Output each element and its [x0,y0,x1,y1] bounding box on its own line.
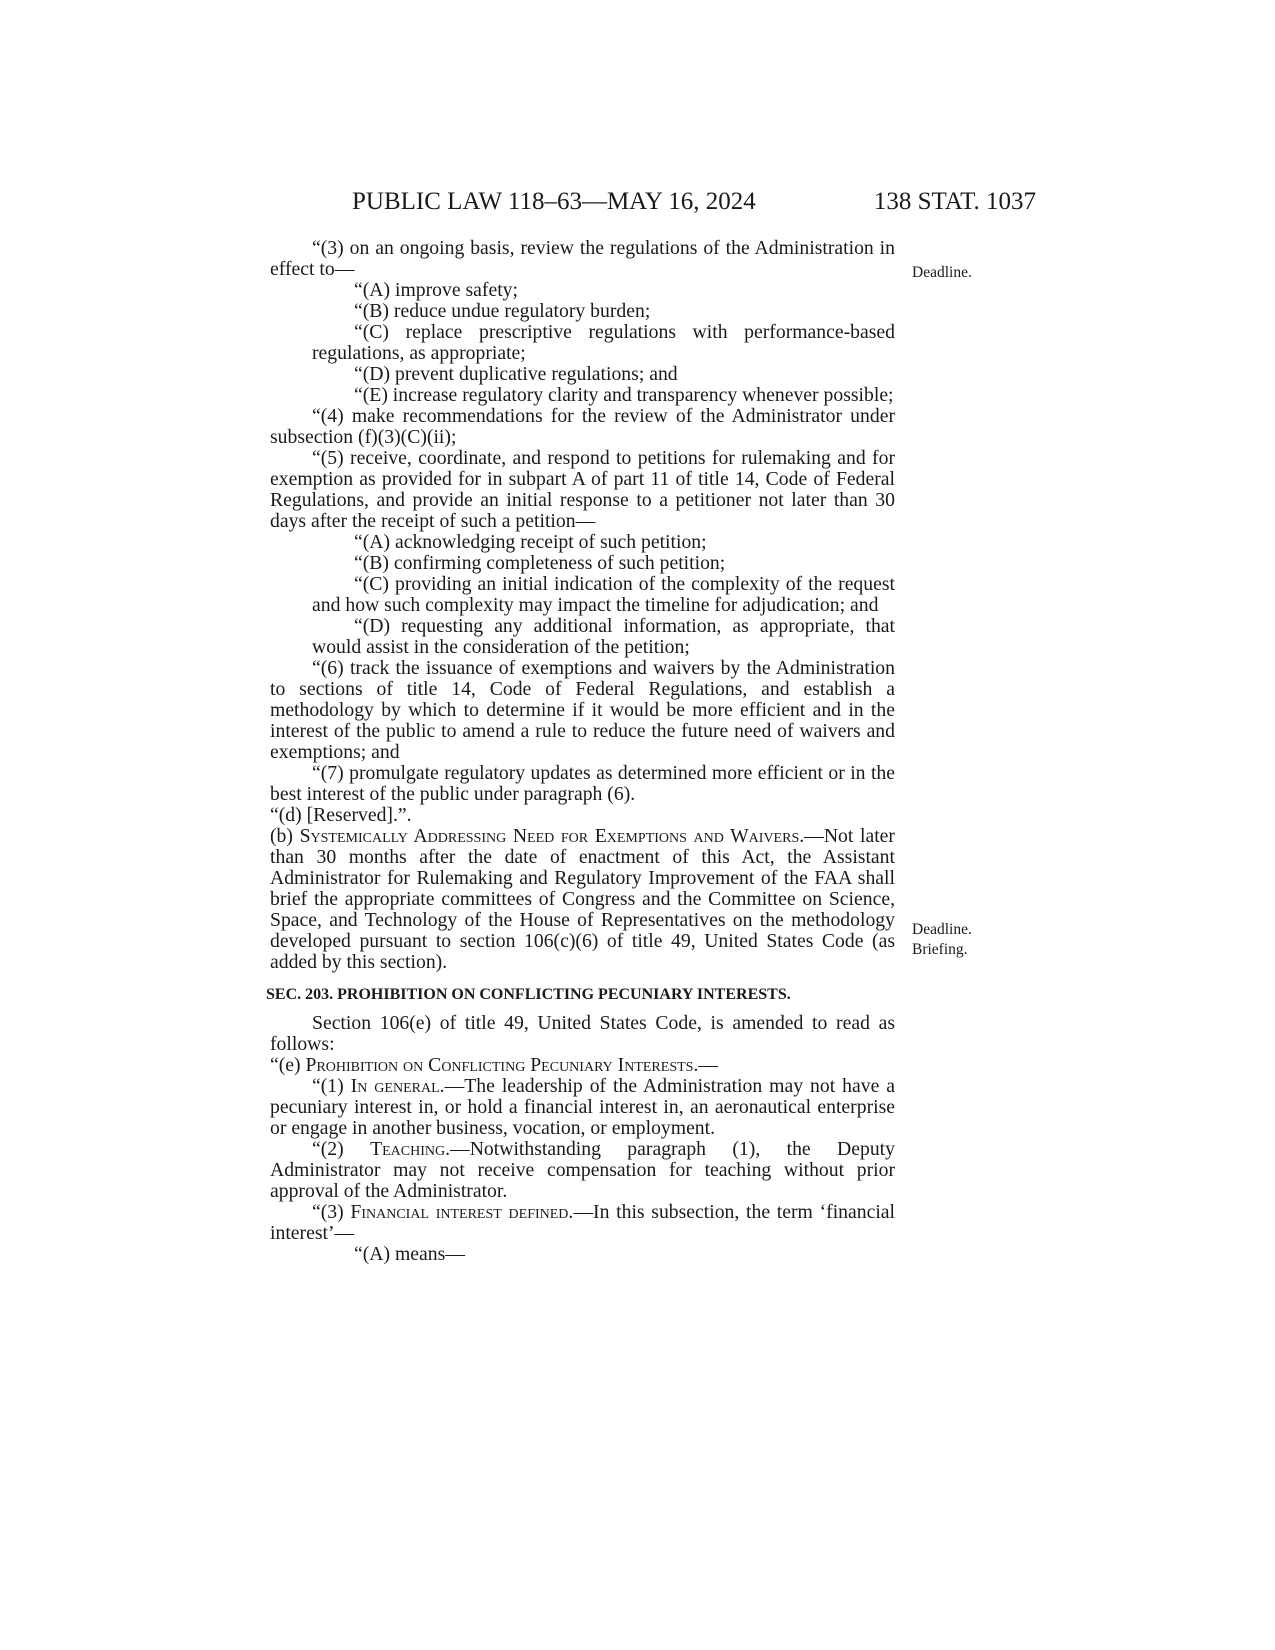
subparagraph-3C: “(C) replace prescriptive regulations with performance-based regulations, as appropriate; [312,321,895,364]
subsection-d: “(d) [Reserved].”. [270,804,412,826]
subsection-b-text: —Not later than 30 months after the date of enactment of this Act, the Assistant Administrator for Rulemaking and Regulatory Improvement of the FAA shall brief the appropriate committees of Congress and the Committee on Science, Space, and Technology of the House of Representatives on the methodology developed pursuant to section 106(c)(6) of title 49, United States Code (as added by this section). [270,825,895,973]
subsection-e-heading [270,1055,895,1076]
paragraph-e2-text: —Notwithstanding paragraph (1), the Deputy Administrator may not receive compensation for teaching without prior approval of the Administrator. [270,1138,895,1202]
paragraph-e2 [270,1139,895,1202]
subsection-e-number: “(e) [270,1054,306,1076]
paragraph-e2-caption: Teaching. [370,1138,451,1160]
paragraph-7: “(7) promulgate regulatory updates as determined more efficient or in the best interest of the public under paragraph (6). [270,762,895,805]
paragraph-e3-caption: Financial interest defined. [350,1201,574,1223]
statute-body [266,237,896,1265]
subsection-b-number: (b) [270,825,300,847]
paragraph-5: “(5) receive, coordinate, and respond to petitions for rulemaking and for exemption as provided for in subpart A of part 11 of title 14, Code of Federal Regulations, and provide an initial response to a petitioner not later than 30 days after the receipt of such a petition— [270,447,895,532]
paragraph-e3 [270,1202,895,1244]
subsection-b [270,826,895,973]
subsection-b-caption: Systemically Addressing Need for Exemptions and Waivers. [299,825,805,847]
paragraph-e1 [270,1076,895,1139]
subparagraph-5C: “(C) providing an initial indication of the complexity of the request and how such complexity may impact the timeline for adjudication; and [312,573,895,616]
paragraph-e1-caption: In general. [350,1075,445,1097]
subsection-e-dash: — [698,1054,719,1076]
subparagraph-5A: “(A) acknowledging receipt of such petition; [354,531,707,553]
subparagraph-5B: “(B) confirming completeness of such petition; [354,552,726,574]
public-law-citation: PUBLIC LAW 118–63—MAY 16, 2024 [352,188,756,215]
subparagraph-3E: “(E) increase regulatory clarity and transparency whenever possible; [354,384,894,406]
margin-note-briefing: Briefing. [912,941,968,958]
paragraph-6: “(6) track the issuance of exemptions and waivers by the Administration to sections of title 14, Code of Federal Regulations, and establish a methodology by which to determine if it would be more efficient and in the interest of the public to amend a rule to reduce the future need of waivers and exemptions; and [270,657,895,763]
paragraph-3: “(3) on an ongoing basis, review the regulations of the Administration in effect to— [270,237,895,280]
subparagraph-3A: “(A) improve safety; [354,279,518,301]
paragraph-4: “(4) make recommendations for the review of the Administrator under subsection (f)(3)(C)(ii); [270,405,895,448]
subparagraph-e3A: “(A) means— [354,1243,465,1265]
margin-note-deadline: Deadline. [912,921,972,938]
section-intro: Section 106(e) of title 49, United States Code, is amended to read as follows: [270,1012,895,1055]
paragraph-e1-text: —The leadership of the Administration may not have a pecuniary interest in, or hold a financial interest in, an aeronautical enterprise or engage in another business, vocation, or employment. [270,1075,896,1139]
paragraph-e1-number: “(1) [312,1075,351,1097]
subparagraph-3B: “(B) reduce undue regulatory burden; [354,300,651,322]
subsection-e-caption: Prohibition on Conflicting Pecuniary Interests. [305,1054,699,1076]
running-header [352,186,1036,218]
subparagraph-5D: “(D) requesting any additional information, as appropriate, that would assist in the consideration of the petition; [312,615,895,658]
statute-page-number: 138 STAT. 1037 [873,188,1036,215]
paragraph-e3-number: “(3) [312,1201,351,1223]
paragraph-e3-text: —In this subsection, the term ‘financial interest’— [270,1201,896,1244]
margin-note-deadline: Deadline. [912,264,972,281]
paragraph-e2-number: “(2) [312,1138,371,1160]
section-heading: SEC. 203. PROHIBITION ON CONFLICTING PECUNIARY INTERESTS. [266,986,791,1003]
subparagraph-3D: “(D) prevent duplicative regulations; and [354,363,678,385]
